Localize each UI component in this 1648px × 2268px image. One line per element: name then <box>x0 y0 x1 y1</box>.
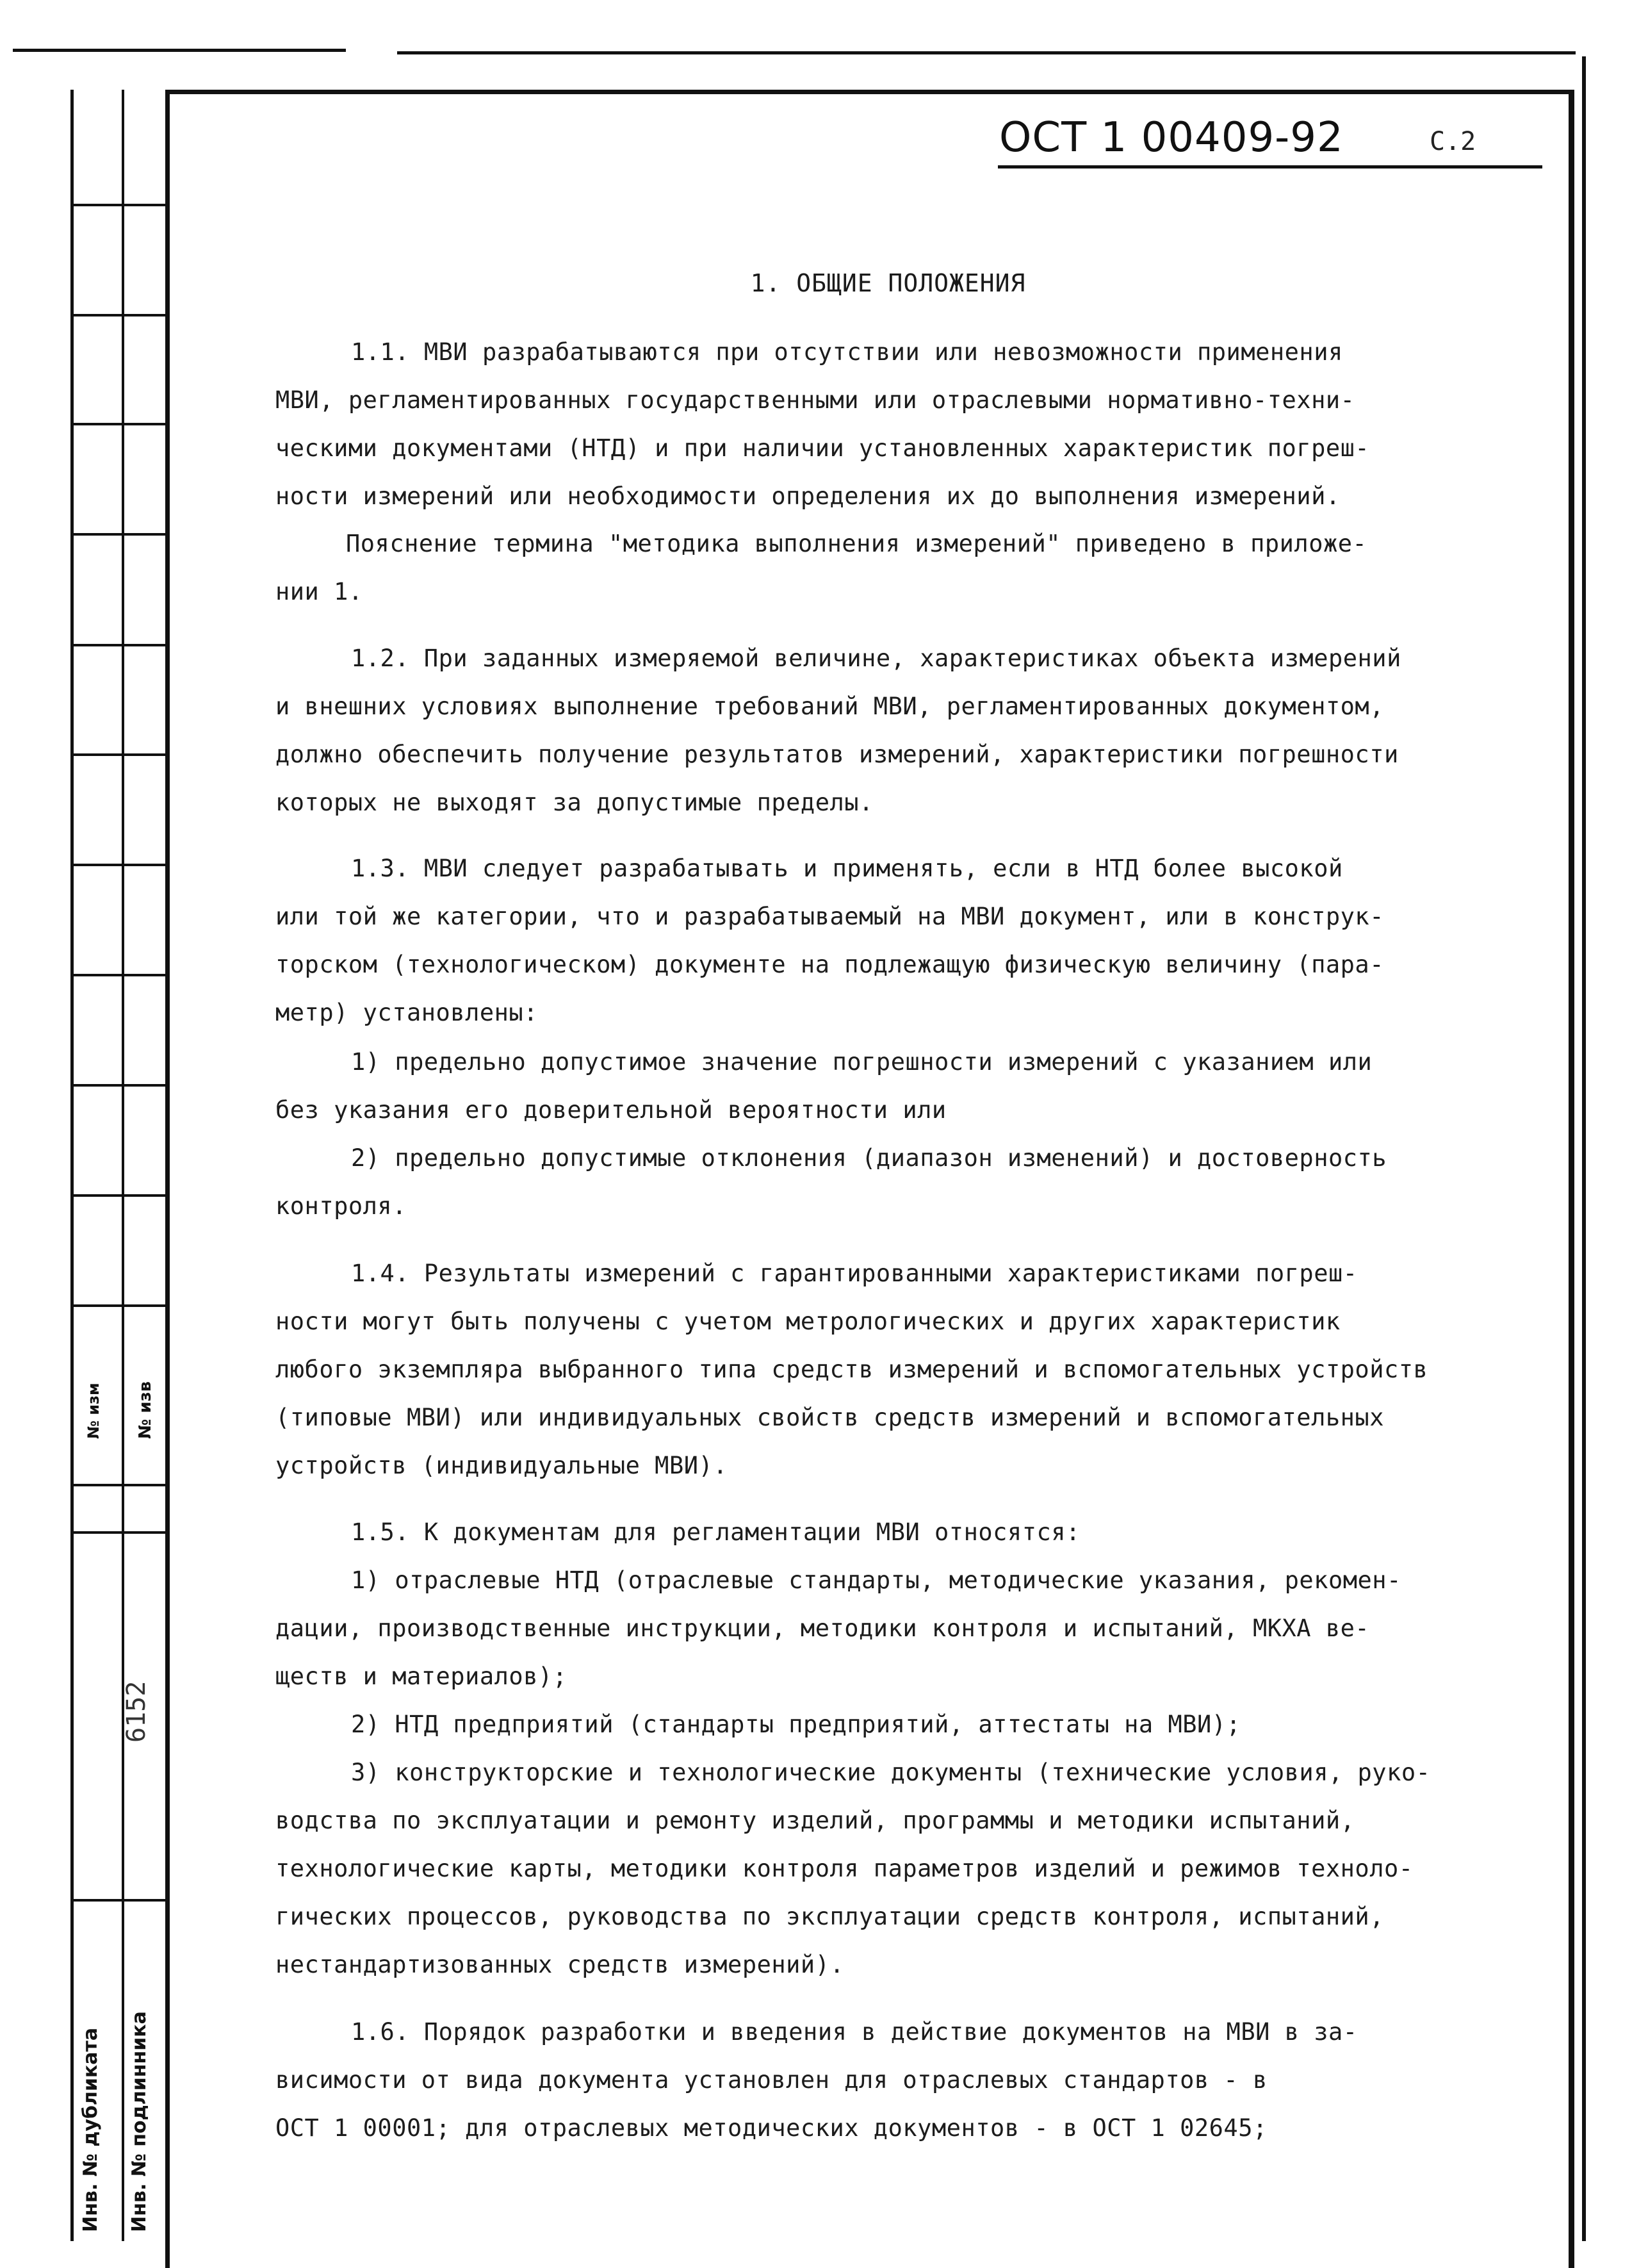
margin-label-izm: № изм <box>85 1383 102 1439</box>
margin-cell-rule <box>70 204 167 206</box>
margin-cell-rule <box>70 753 167 756</box>
text-line: (типовые МВИ) или индивидуальных свойств средств измерений и вспомогательных <box>275 1404 1384 1431</box>
text-line: любого экземпляра выбранного типа средств измерений и вспомогательных устройств <box>275 1356 1428 1383</box>
margin-cell-rule <box>70 974 167 976</box>
text-line: или той же категории, что и разрабатываемый на МВИ документ, или в конструк- <box>275 903 1384 930</box>
text-line: висимости от вида документа установлен для отраслевых стандартов - в <box>275 2066 1268 2094</box>
margin-cell-rule <box>70 423 167 425</box>
text-line: ности измерений или необходимости определения их до выполнения измерений. <box>275 482 1341 510</box>
header-underline <box>998 165 1542 168</box>
text-line: гических процессов, руководства по эксплуатации средств контроля, испытаний, <box>275 1903 1384 1930</box>
margin-podl-number: 6152 <box>122 1680 151 1743</box>
text-line: 1) отраслевые НТД (отраслевые стандарты, методические указания, рекомен- <box>351 1566 1401 1594</box>
text-line: ОСТ 1 00001; для отраслевых методических документов - в ОСТ 1 02645; <box>275 2114 1268 2142</box>
margin-cell-rule <box>70 864 167 866</box>
margin-label-podl: Инв. № подлинника <box>128 2011 151 2232</box>
text-line: нестандартизованных средств измерений). <box>275 1951 845 1978</box>
margin-label-dubl: Инв. № дубликата <box>79 2027 102 2232</box>
text-line: дации, производственные инструкции, методики контроля и испытаний, МКХА ве- <box>275 1615 1370 1642</box>
text-line: 3) конструкторские и технологические документы (технические условия, руко- <box>351 1759 1431 1786</box>
margin-cell-rule <box>70 533 167 536</box>
text-line: ческими документами (НТД) и при наличии установленных характеристик погреш- <box>275 434 1370 462</box>
margin-cell-rule <box>70 1084 167 1087</box>
top-border-left <box>13 49 346 52</box>
margin-strip-divider <box>122 90 124 2241</box>
text-line: технологические карты, методики контроля параметров изделий и режимов техноло- <box>275 1855 1414 1882</box>
text-line: и внешних условиях выполнение требований МВИ, регламентированных документом, <box>275 693 1384 720</box>
text-line: 2) НТД предприятий (стандарты предприятий, аттестаты на МВИ); <box>351 1711 1241 1738</box>
section-title: 1. ОБЩИЕ ПОЛОЖЕНИЯ <box>750 269 1026 297</box>
text-line: которых не выходят за допустимые пределы. <box>275 789 874 816</box>
text-line: 1) предельно допустимое значение погрешности измерений с указанием или <box>351 1048 1373 1076</box>
text-line: 1.6. Порядок разработки и введения в действие документов на МВИ в за- <box>351 2018 1358 2046</box>
text-line: контроля. <box>275 1192 407 1220</box>
margin-cell-rule <box>70 1304 167 1307</box>
page-number: С.2 <box>1430 127 1476 156</box>
text-line: МВИ, регламентированных государственными или отраслевыми нормативно-техни- <box>275 386 1355 414</box>
text-line: ности могут быть получены с учетом метрологических и других характеристик <box>275 1308 1341 1335</box>
text-line: 1.1. МВИ разрабатываются при отсутствии или невозможности применения <box>351 338 1343 366</box>
text-line: 1.2. При заданных измеряемой величине, характеристиках объекта измерений <box>351 645 1401 672</box>
text-line: 2) предельно допустимые отклонения (диапазон изменений) и достоверность <box>351 1144 1387 1172</box>
text-line: 1.3. МВИ следует разрабатывать и применять, если в НТД более высокой <box>351 855 1343 882</box>
margin-cell-rule <box>70 1899 167 1902</box>
margin-cell-rule <box>70 1531 167 1534</box>
text-line: устройств (индивидуальные МВИ). <box>275 1452 728 1479</box>
text-line: 1.5. К документам для регламентации МВИ относятся: <box>351 1518 1081 1546</box>
margin-cell-rule <box>70 1484 167 1486</box>
top-border-right <box>397 51 1576 54</box>
text-line: ществ и материалов); <box>275 1663 567 1690</box>
text-line: нии 1. <box>275 578 363 605</box>
page-frame <box>165 90 1574 2268</box>
text-line: должно обеспечить получение результатов измерений, характеристики погрешности <box>275 741 1399 768</box>
frame-outer-edge <box>1582 56 1586 2241</box>
margin-cell-rule <box>70 1194 167 1197</box>
margin-cell-rule <box>70 644 167 646</box>
document-code: ОСТ 1 00409-92 <box>999 114 1344 161</box>
text-line: без указания его доверительной вероятности или <box>275 1096 947 1124</box>
margin-cell-rule <box>70 314 167 316</box>
text-line: водства по эксплуатации и ремонту изделий, программы и методики испытаний, <box>275 1807 1355 1834</box>
margin-label-izv: № изв <box>136 1381 155 1439</box>
margin-strip <box>70 90 167 2241</box>
text-line: торском (технологическом) документе на подлежащую физическую величину (пара- <box>275 951 1384 978</box>
text-line: 1.4. Результаты измерений с гарантированными характеристиками погреш- <box>351 1260 1358 1287</box>
text-line: Пояснение термина "методика выполнения измерений" приведено в приложе- <box>346 530 1367 557</box>
text-line: метр) установлены: <box>275 999 538 1026</box>
